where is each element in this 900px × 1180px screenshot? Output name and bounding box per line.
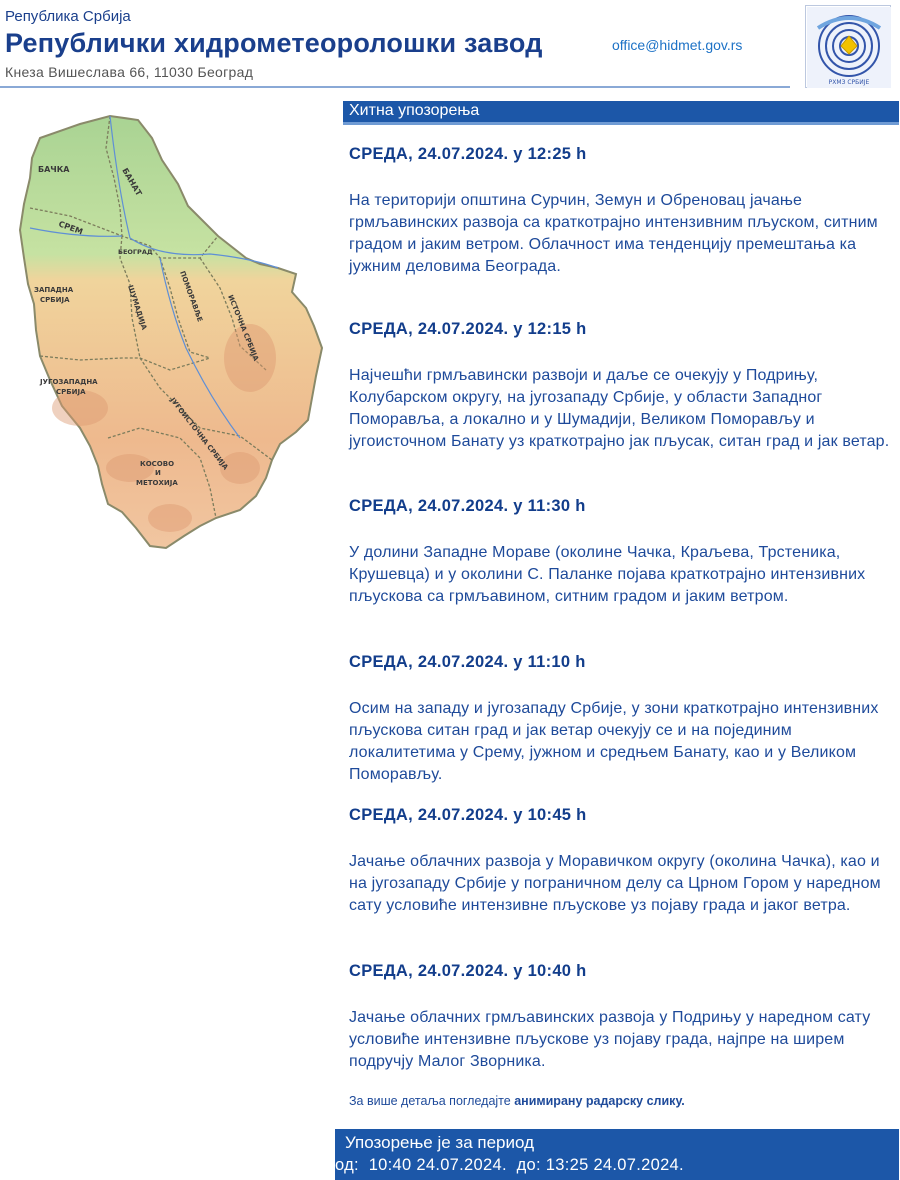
institute-logo[interactable] [805,5,891,88]
radar-animation-link[interactable]: анимирану радарску слику. [514,1094,685,1108]
map-label-zapadna-2: СРБИЈА [40,296,70,304]
map-label-istocna: ИСТОЧНА СРБИЈА [226,293,261,363]
map-label-jugozapadna-2: СРБИЈА [56,388,86,396]
map-label-kosovo-1: КОСОВО [140,460,175,468]
map-label-backa: БАЧКА [38,165,70,174]
address-text: Кнеза Вишеслава 66, 11030 Београд [5,64,254,80]
map-label-pomoravlje: ПОМОРАВЉЕ [178,269,204,323]
more-details-prefix: За више детаља погледајте [349,1094,515,1108]
warning-time: СРЕДА, 24.07.2024. у 11:10 h [349,653,586,671]
period-range: од: 10:40 24.07.2024. до: 13:25 24.07.2024. [335,1156,684,1174]
serbia-map [10,108,330,558]
more-details [349,1094,685,1108]
map-label-jugoistocna: ЈУГОИСТОЧНА СРБИЈА [168,396,230,472]
map-label-beograd: БЕОГРАД [118,248,153,256]
serbia-map-svg [10,108,330,558]
map-label-kosovo-3: МЕТОХИЈА [136,479,178,487]
warning-time: СРЕДА, 24.07.2024. у 10:45 h [349,806,587,824]
warning-time: СРЕДА, 24.07.2024. у 12:25 h [349,145,587,163]
institute-title[interactable]: Републички хидрометеоролошки завод [5,28,543,58]
warning-item [349,145,894,278]
warning-text: Осим на западу и југозападу Србије, у зони краткотрајно интензивних пљускова ситан град и јак ветар очекују се и на појединим локалитетима у Срему, јужном и средњем Банату, као и у Великом Поморављу. [349,700,879,783]
warning-time: СРЕДА, 24.07.2024. у 10:40 h [349,962,587,980]
map-label-srem: СРЕМ [57,219,85,237]
warning-item [349,806,894,917]
map-label-jugozapadna-1: ЈУГОЗАПАДНА [40,378,98,386]
warning-item [349,653,894,786]
warning-item [349,497,894,608]
email-link[interactable]: office@hidmet.gov.rs [612,37,743,53]
republic-label: Република Србија [5,8,131,25]
map-label-kosovo-2: И [155,469,161,477]
site-header [0,0,900,92]
warning-text: У долини Западне Мораве (околине Чачка, Краљева, Трстеника, Крушевца) и у околини С. Паланке појава краткотрајно интензивних пљускова са грмљавином, ситним градом и јаким ветром. [349,544,866,605]
warning-time: СРЕДА, 24.07.2024. у 12:15 h [349,320,587,338]
warning-time: СРЕДА, 24.07.2024. у 11:30 h [349,497,586,515]
warning-text: На територији општина Сурчин, Земун и Обреновац јачање грмљавинских развоја са краткотрајно интензивним пљуском, ситним градом и јаким ветром. Облачност има тенденцију премештања ка јужним деловима Београда. [349,192,878,275]
warning-text: Јачање облачних грмљавинских развоја у Подрињу у наредном сату условиће интензивне пљускове уз појаву града, најпре на ширем подручју Малог Зворника. [349,1009,871,1070]
warning-text: Јачање облачних развоја у Моравичком округу (околина Чачка), као и на југозападу Србије у пограничном делу са Црном Гором у наредном сату условиће интензивне пљускове уз појаву града и јаког ветра. [349,853,881,914]
warning-period-box [335,1129,899,1180]
header-divider [0,86,790,88]
warning-text: Најчешћи грмљавински развоји и даље се очекују у Подрињу, Колубарском округу, на југозападу Србије, у области Западног Поморавља, а локално и у Шумадији, Великом Поморављу и југоисточном Банату уз краткотрајно јак пљусак, ситан град и јак ветар. [349,367,890,450]
svg-text:РХМЗ СРБИЈЕ: РХМЗ СРБИЈЕ [828,79,870,86]
map-label-zapadna-1: ЗАПАДНА [34,286,74,294]
map-label-sumadija: ШУМАДИЈА [126,284,149,331]
warning-item [349,320,894,453]
period-title: Упозорење је за период [345,1133,535,1152]
panel-title: Хитна упозорења [343,101,899,122]
logo-icon [806,6,892,89]
warning-item [349,962,894,1073]
map-label-banat: БАНАТ [120,166,144,198]
